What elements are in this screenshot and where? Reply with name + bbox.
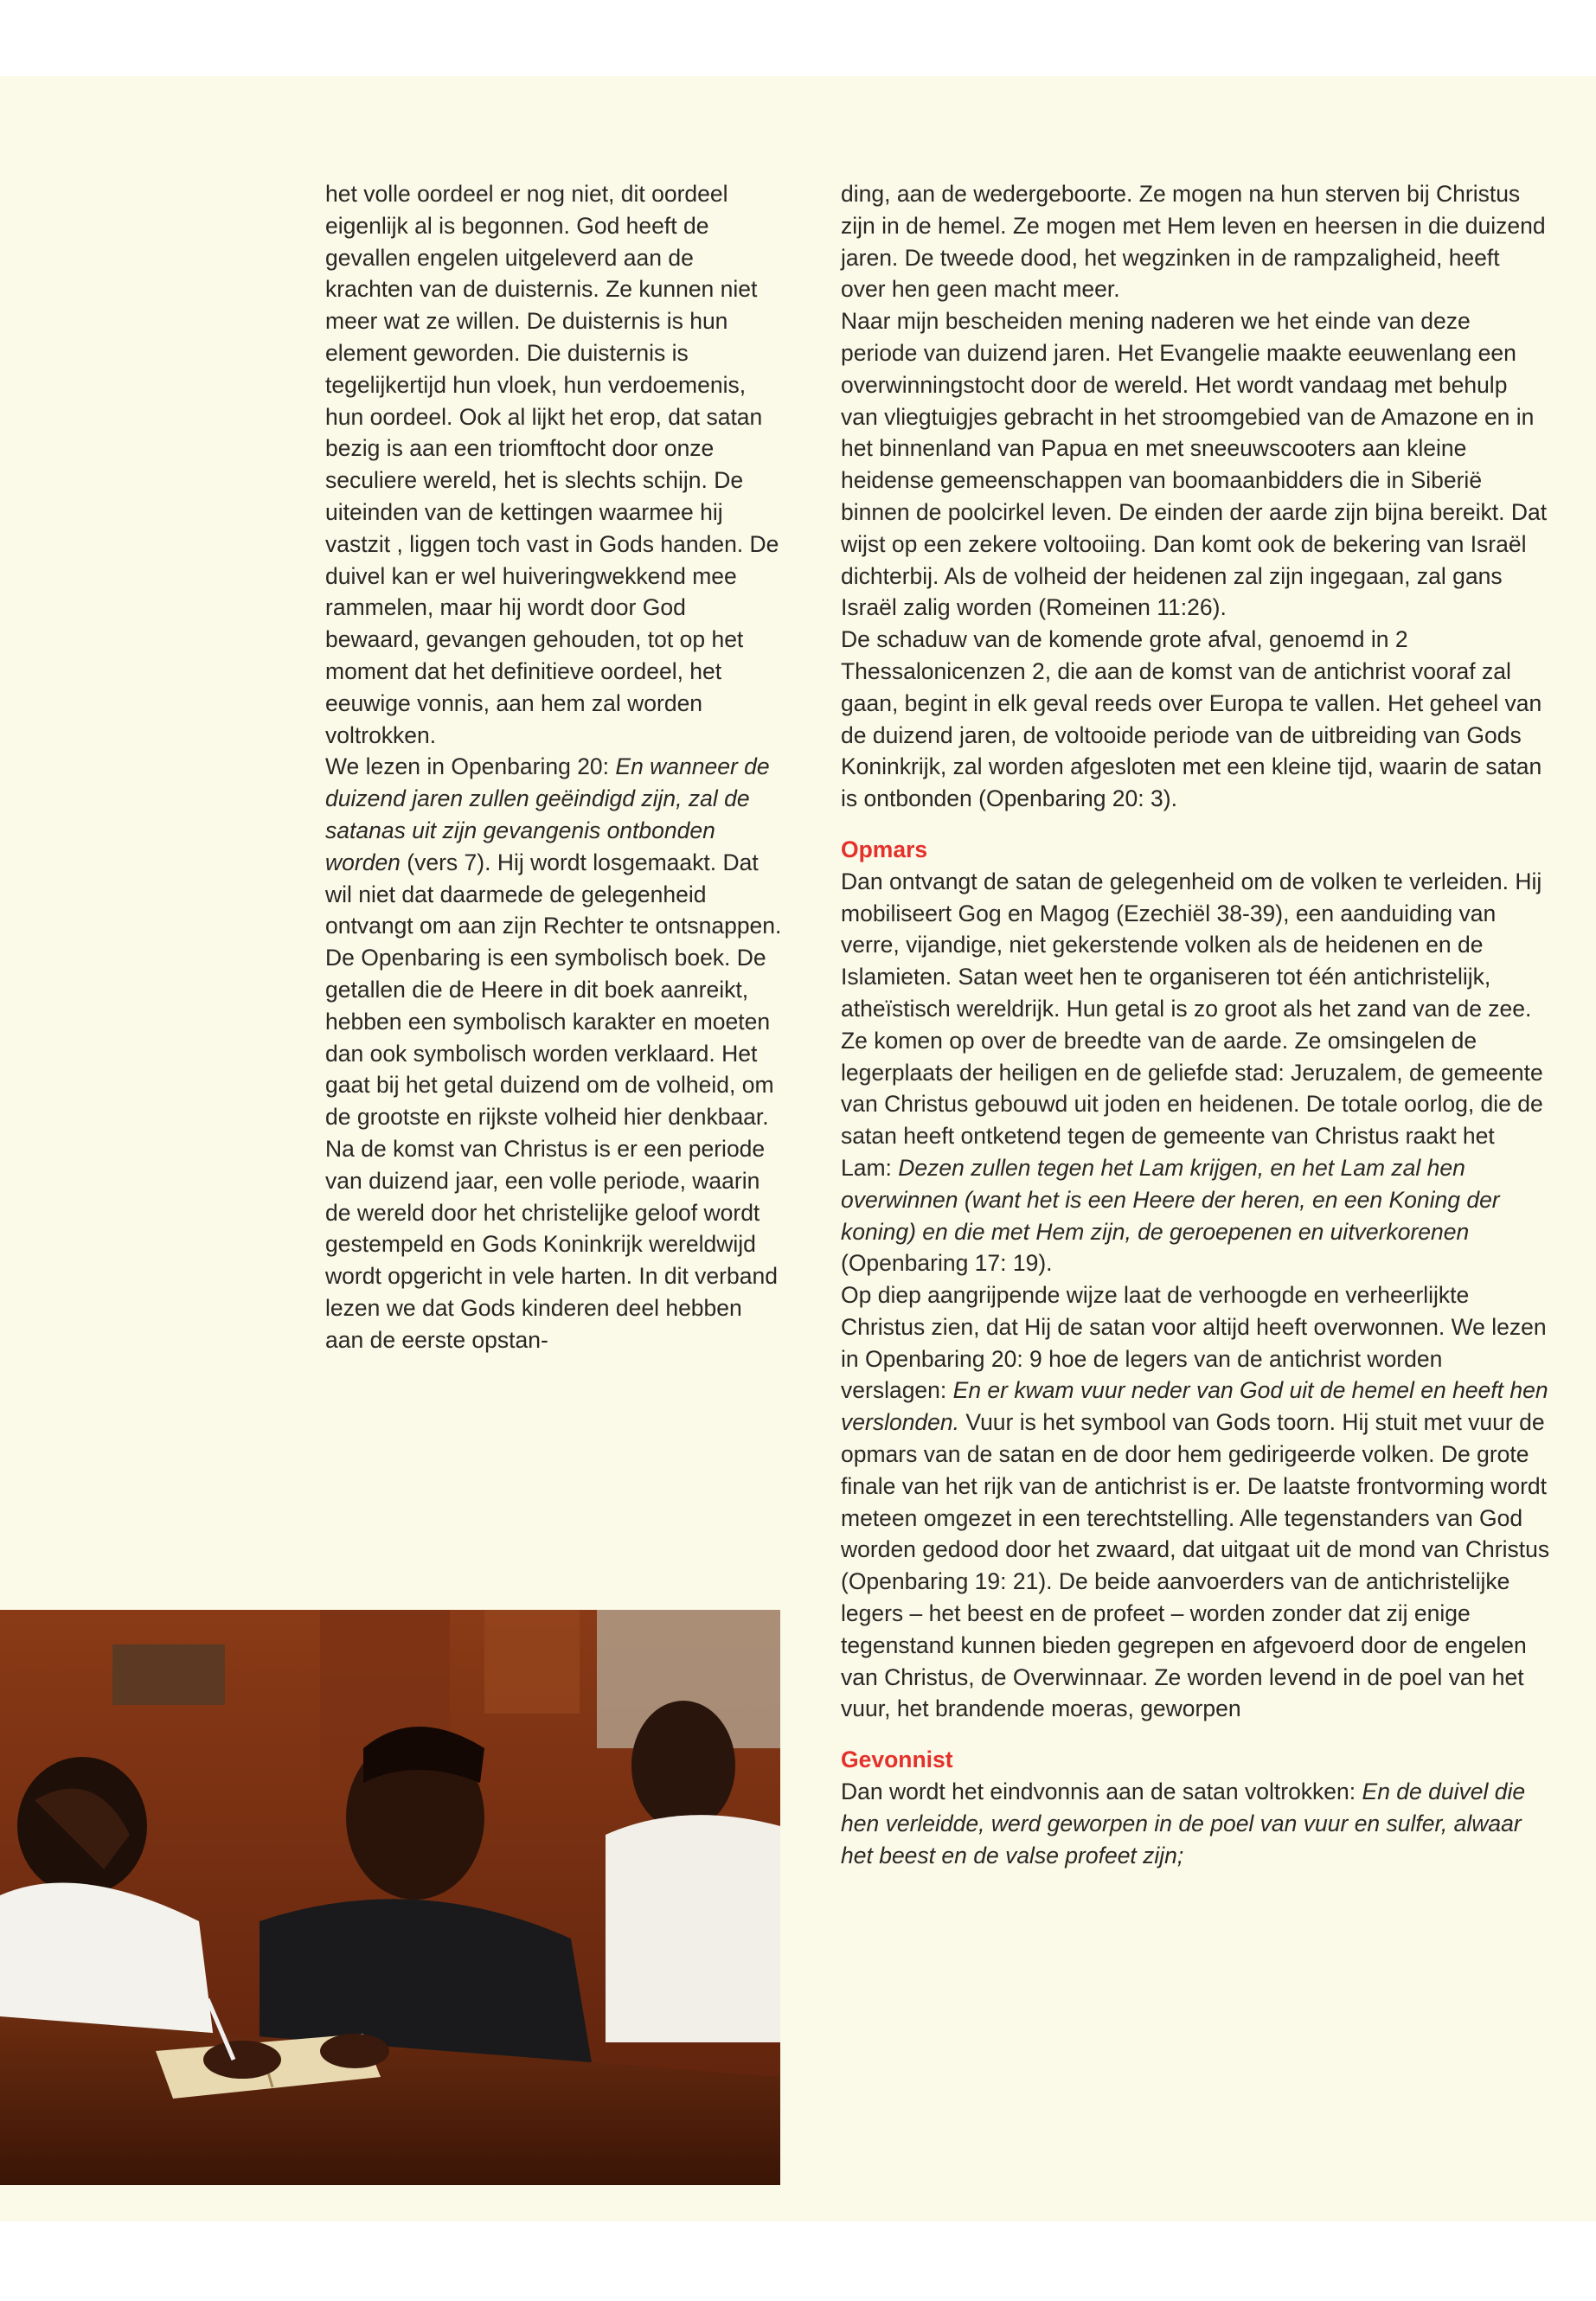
right-text-column [841, 178, 1550, 1871]
section-heading-gevonnist: Gevonnist [841, 1747, 953, 1773]
text-run: Vuur is het symbool van Gods toorn. Hij stuit met vuur de opmars van de satan en de door hem gedirigeerde volken. De grote finale van het rijk van de antichrist is er. De laatste frontvorming wordt meteen omgezet in een terechtstelling. Alle tegenstanders van God worden gedood door het zwaard, dat uitgaat uit de mond van Christus (Openbaring 19: 21). De beide aanvoerders van de antichristelijke legers – het beest en de profeet – worden zonder dat zij enige tegenstand kunnen bieden gegrepen en afgevoerd door de engelen van Christus, de Overwinnaar. Ze worden levend in de poel van het vuur, het brandende moeras, geworpen [841, 1409, 1550, 1722]
left-text-column [325, 178, 784, 1356]
bible-quote: En de duivel die hen verleidde, werd geworpen in de poel van vuur en sulfer, alwaar het beest en de valse profeet zijn; [841, 1779, 1526, 1868]
text-run: (Openbaring 17: 19). [841, 1250, 1053, 1277]
paragraph: het volle oordeel er nog niet, dit oordeel eigenlijk al is begonnen. God heeft de gevallen engelen uitgeleverd aan de krachten van de duisternis. Ze kunnen niet meer wat ze willen. De duisternis is hun element geworden. Die duisternis is tegelijkertijd hun vloek, hun verdoemenis, hun oordeel. Ook al lijkt het erop, dat satan bezig is aan een triomftocht door onze seculiere wereld, het is slechts schijn. De uiteinden van de kettingen waarmee hij vastzit , liggen toch vast in Gods handen. De duivel kan er wel huiveringwekkend mee rammelen, maar hij wordt door God bewaard, gevangen gehouden, tot op het moment dat het definitieve oordeel, het eeuwige vonnis, aan hem zal worden voltrokken. [325, 181, 779, 748]
bible-quote: En wanneer de duizend jaren zullen geëindigd zijn, zal de satanas uit zijn gevangenis ontbonden worden [325, 753, 770, 875]
text-run: (vers 7). Hij wordt losgemaakt. Dat wil niet dat daarmede de gelegenheid ontvangt om aan zijn Rechter te ontsnappen. [325, 849, 782, 939]
paragraph: De Openbaring is een symbolisch boek. De getallen die de Heere in dit boek aanreikt, hebben een symbolisch karakter en moeten dan ook symbolisch worden verklaard. Het gaat bij het getal duizend om de volheid, om de grootste en rijkste volheid hier denkbaar. Na de komst van Christus is er een periode van duizend jaar, een volle periode, waarin de wereld door het christelijke geloof wordt gestempeld en Gods Koninkrijk wereldwijd wordt opgericht in vele harten. In dit verband lezen we dat Gods kinderen deel hebben aan de eerste opstan- [325, 945, 778, 1353]
paragraph [325, 751, 784, 942]
magazine-page [0, 76, 1596, 2221]
bible-quote: En er kwam vuur neder van God uit de hemel en heeft hen verslonden. [841, 1377, 1548, 1436]
section-heading-opmars: Opmars [841, 836, 928, 862]
text-run: Dan ontvangt de satan de gelegenheid om de volken te verleiden. Hij mobiliseert Gog en Magog (Ezechiël 38-39), een aanduiding van verre, vijandige, niet gekerstende volken als de heidenen en de Islamieten. Satan weet hen te organiseren tot één antichristelijk, atheïstisch wereldrijk. Hun getal is zo groot als het zand van de zee. Ze komen op over de breedte van de aarde. Ze omsingelen de legerplaats der heiligen en de geliefde stad: Jeruzalem, de gemeente van Christus gebouwd uit joden en heidenen. De totale oorlog, die de satan heeft ontketend tegen de gemeente van Christus raakt het Lam: [841, 868, 1543, 1181]
paragraph [841, 866, 1550, 1279]
bible-quote: Dezen zullen tegen het Lam krijgen, en het Lam zal hen overwinnen (want het is een Heere der heren, en een Koning der koning) en die met Hem zijn, de geroepenen en uitverkorenen [841, 1154, 1500, 1245]
paragraph: De schaduw van de komende grote afval, genoemd in 2 Thessalonicenzen 2, die aan de komst van de antichrist vooraf zal gaan, begint in elk geval reeds over Europa te vallen. Het geheel van de duizend jaren, de voltooide periode van de uitbreiding van Gods Koninkrijk, zal worden afgesloten met een kleine tijd, waarin de satan is ontbonden (Openbaring 20: 3). [841, 626, 1542, 812]
paragraph: ding, aan de wedergeboorte. Ze mogen na hun sterven bij Christus zijn in de hemel. Ze mogen met Hem leven en heersen in die duizend jaren. De tweede dood, het wegzinken in de rampzaligheid, heeft over hen geen macht meer. [841, 181, 1546, 303]
paragraph: Naar mijn bescheiden mening naderen we het einde van deze periode van duizend jaren. Het Evangelie maakte eeuwenlang een overwinningstocht door de wereld. Het wordt vandaag met behulp van vliegtuigjes gebracht in het stroomgebied van de Amazone en in het binnenland van Papua en met sneeuwscooters aan kleine heidense gemeenschappen van boomaanbidders die in Siberië binnen de poolcirkel leven. De einden der aarde zijn bijna bereikt. Dat wijst op een zekere voltooiing. Dan komt ook de bekering van Israël dichterbij. Als de volheid der heidenen zal zijn ingegaan, zal gans Israël zalig worden (Romeinen 11:26). [841, 308, 1548, 621]
text-run: Op diep aangrijpende wijze laat de verhoogde en verheerlijkte Christus zien, dat Hij de satan voor altijd heeft overwonnen. We lezen in Openbaring 20: 9 hoe de legers van de antichrist worden verslagen: [841, 1282, 1547, 1404]
text-run: Dan wordt het eindvonnis aan de satan voltrokken: [841, 1779, 1362, 1805]
paragraph [841, 1279, 1550, 1725]
paragraph [841, 1776, 1550, 1871]
photo-students-reading [0, 1610, 780, 2185]
text-run: We lezen in Openbaring 20: [325, 753, 616, 780]
photo-illustration [0, 1610, 780, 2185]
